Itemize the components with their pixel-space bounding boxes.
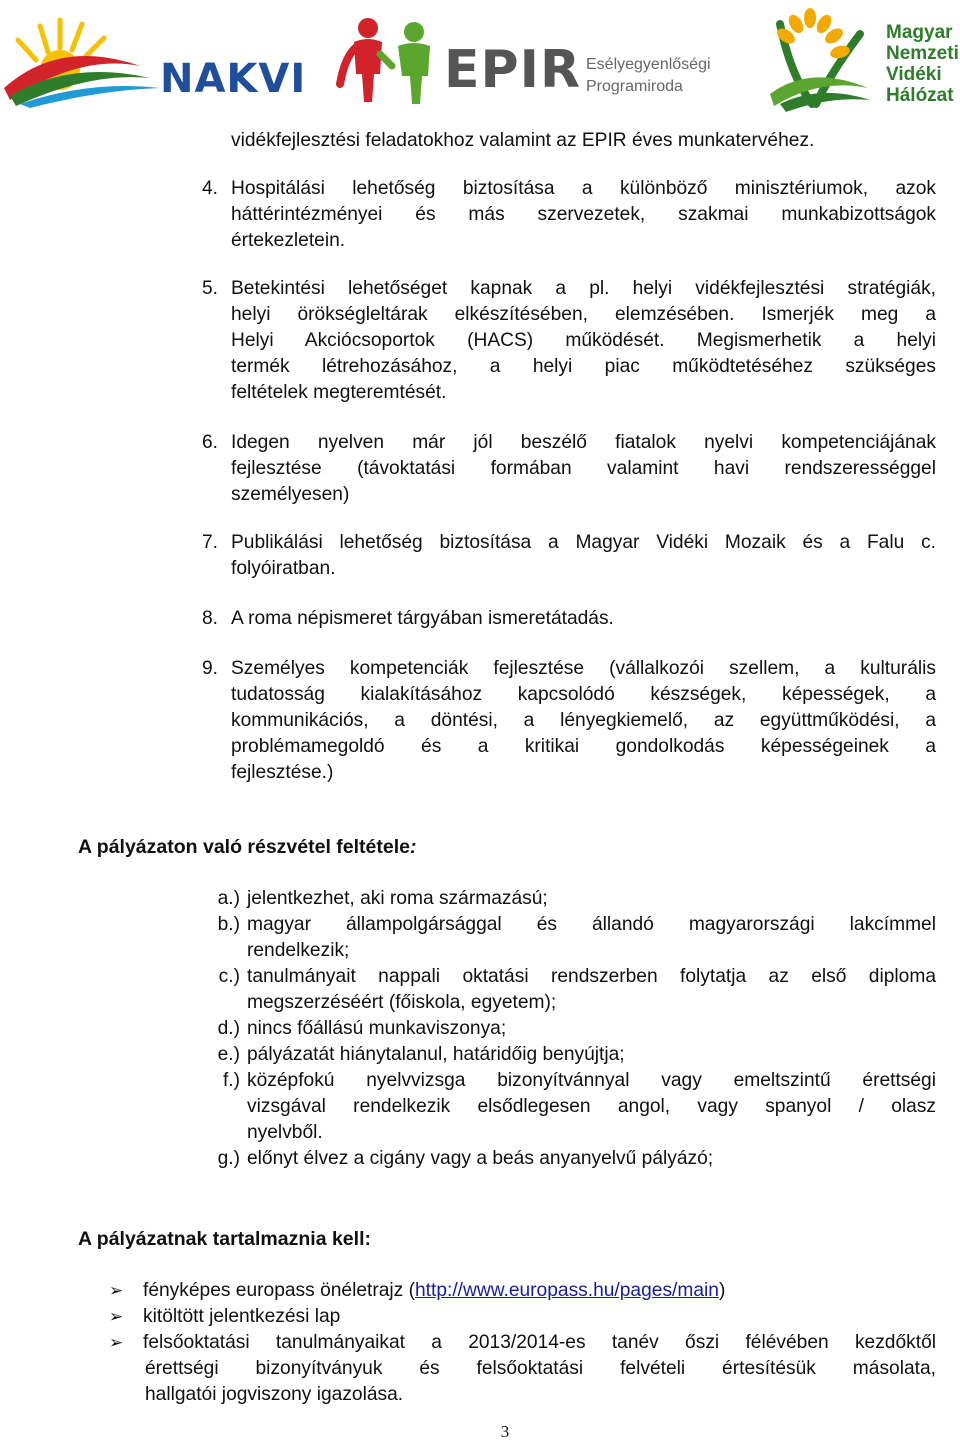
list-number: 4.	[201, 178, 218, 199]
list-number: 8.	[201, 608, 218, 629]
condition-letter: e.)	[217, 1044, 240, 1065]
requirement-1-text: fényképes europass önéletrajz (	[143, 1280, 415, 1301]
heading-conditions-colon: :	[410, 836, 417, 858]
requirement-item-3-line-1: felsőoktatási tanulmányaikat a 2013/2014-es tanév őszi félévében kezdőktől	[143, 1332, 936, 1353]
mnvh-line-4: Hálózat	[886, 85, 954, 106]
list-item-line: A roma népismeret tárgyában ismeretátadás.	[231, 608, 614, 629]
people-figures-icon	[332, 14, 452, 106]
heading-conditions-text: A pályázaton való részvétel feltétele	[78, 836, 410, 858]
wheat-emblem-icon	[750, 4, 880, 112]
mnvh-line-2: Nemzeti	[886, 43, 959, 64]
epir-logo	[332, 14, 732, 109]
list-item-line: Betekintési lehetőséget kapnak a pl. helyi vidékfejlesztési stratégiák,	[231, 278, 936, 299]
nakvi-wordmark: NAKVI	[160, 56, 307, 102]
requirement-item-1	[143, 1278, 938, 1304]
intro-line: vidékfejlesztési feladatokhoz valamint az EPIR éves munkatervéhez.	[231, 130, 815, 151]
condition-line: tanulmányait nappali oktatási rendszerben folytatja az első diploma	[247, 966, 936, 987]
list-item-line: helyi örökségleltárak elkészítésében, elemzésében. Ismerjék meg a	[231, 304, 936, 325]
heading-requirements: A pályázatnak tartalmaznia kell:	[78, 1228, 371, 1250]
mnvh-logo	[750, 4, 960, 112]
list-item-line: értekezletein.	[231, 230, 346, 251]
condition-line: nincs főállású munkaviszonya;	[247, 1018, 507, 1039]
europass-link[interactable]: http://www.europass.hu/pages/main	[414, 1280, 719, 1301]
list-item-line: kommunikációs, a döntési, a lényegkiemelő, az együttműködési, a	[231, 710, 936, 731]
heading-conditions	[78, 834, 417, 860]
condition-line: nyelvből.	[247, 1122, 323, 1143]
list-item-line: fejlesztése (távoktatási formában valamint havi rendszerességgel	[231, 458, 936, 479]
list-item-line: feltételek megteremtését.	[231, 382, 447, 403]
condition-line: vizsgával rendelkezik elsődlegesen angol, vagy spanyol / olasz	[247, 1096, 936, 1117]
list-number: 6.	[201, 432, 218, 453]
page-number: 3	[500, 1422, 510, 1441]
requirement-item-3-line-3: hallgatói jogviszony igazolása.	[145, 1384, 404, 1405]
requirement-item-2: kitöltött jelentkezési lap	[143, 1306, 341, 1327]
mnvh-line-1: Magyar	[886, 22, 953, 43]
condition-line: magyar állampolgársággal és állandó magyarországi lakcímmel	[247, 914, 936, 935]
list-item-line: személyesen)	[231, 484, 350, 505]
list-item-line: termék létrehozásához, a helyi piac működtetéséhez szükséges	[231, 356, 936, 377]
requirement-item-3-line-2: érettségi bizonyítványuk és felsőoktatási felvételi értesítésük másolata,	[145, 1358, 936, 1379]
list-number: 5.	[201, 278, 218, 299]
epir-subtitle-2: Programiroda	[586, 78, 683, 95]
condition-line: jelentkezhet, aki roma származású;	[247, 888, 548, 909]
condition-line: középfokú nyelvvizsga bizonyítvánnyal vagy emeltszintű érettségi	[247, 1070, 936, 1091]
requirement-1-close: )	[718, 1280, 726, 1301]
condition-letter: a.)	[217, 888, 240, 909]
condition-line: előnyt élvez a cigány vagy a beás anyanyelvű pályázó;	[247, 1148, 714, 1169]
list-number: 9.	[201, 658, 218, 679]
bullet-arrow-icon: ➢	[109, 1333, 124, 1352]
epir-wordmark: EPIR	[444, 40, 582, 100]
list-item-line: Helyi Akciócsoportok (HACS) működését. Megismerhetik a helyi	[231, 330, 936, 351]
epir-subtitle-1: Esélyegyenlőségi	[586, 56, 711, 73]
condition-letter: b.)	[217, 914, 240, 935]
list-item-line: Idegen nyelven már jól beszélő fiatalok nyelvi kompetenciájának	[231, 432, 936, 453]
bullet-arrow-icon: ➢	[109, 1307, 124, 1326]
mnvh-line-3: Vidéki	[886, 64, 942, 85]
condition-letter: f.)	[222, 1070, 240, 1091]
list-item-line: Publikálási lehetőség biztosítása a Magyar Vidéki Mozaik és a Falu c.	[231, 532, 936, 553]
list-number: 7.	[201, 532, 218, 553]
condition-line: pályázatát hiánytalanul, határidőig benyújtja;	[247, 1044, 625, 1065]
condition-letter: g.)	[217, 1148, 240, 1169]
condition-line: rendelkezik;	[247, 940, 350, 961]
list-item-line: Hospitálási lehetőség biztosítása a különböző minisztériumok, azok	[231, 178, 936, 199]
page-header	[0, 0, 960, 115]
list-item-line: tudatosság kialakításához kapcsolódó készségek, képességek, a	[231, 684, 936, 705]
condition-letter: c.)	[218, 966, 240, 987]
list-item-line: Személyes kompetenciák fejlesztése (vállalkozói szellem, a kulturális	[231, 658, 936, 679]
list-item-line: fejlesztése.)	[231, 762, 334, 783]
list-item-line: folyóiratban.	[231, 558, 336, 579]
list-item-line: problémamegoldó és a kritikai gondolkodás képességeinek a	[231, 736, 936, 757]
bullet-arrow-icon: ➢	[109, 1281, 124, 1300]
condition-line: megszerzéséért (főiskola, egyetem);	[247, 992, 557, 1013]
nakvi-logo	[0, 8, 320, 108]
condition-letter: d.)	[217, 1018, 240, 1039]
list-item-line: háttérintézményei és más szervezetek, szakmai munkabizottságok	[231, 204, 936, 225]
